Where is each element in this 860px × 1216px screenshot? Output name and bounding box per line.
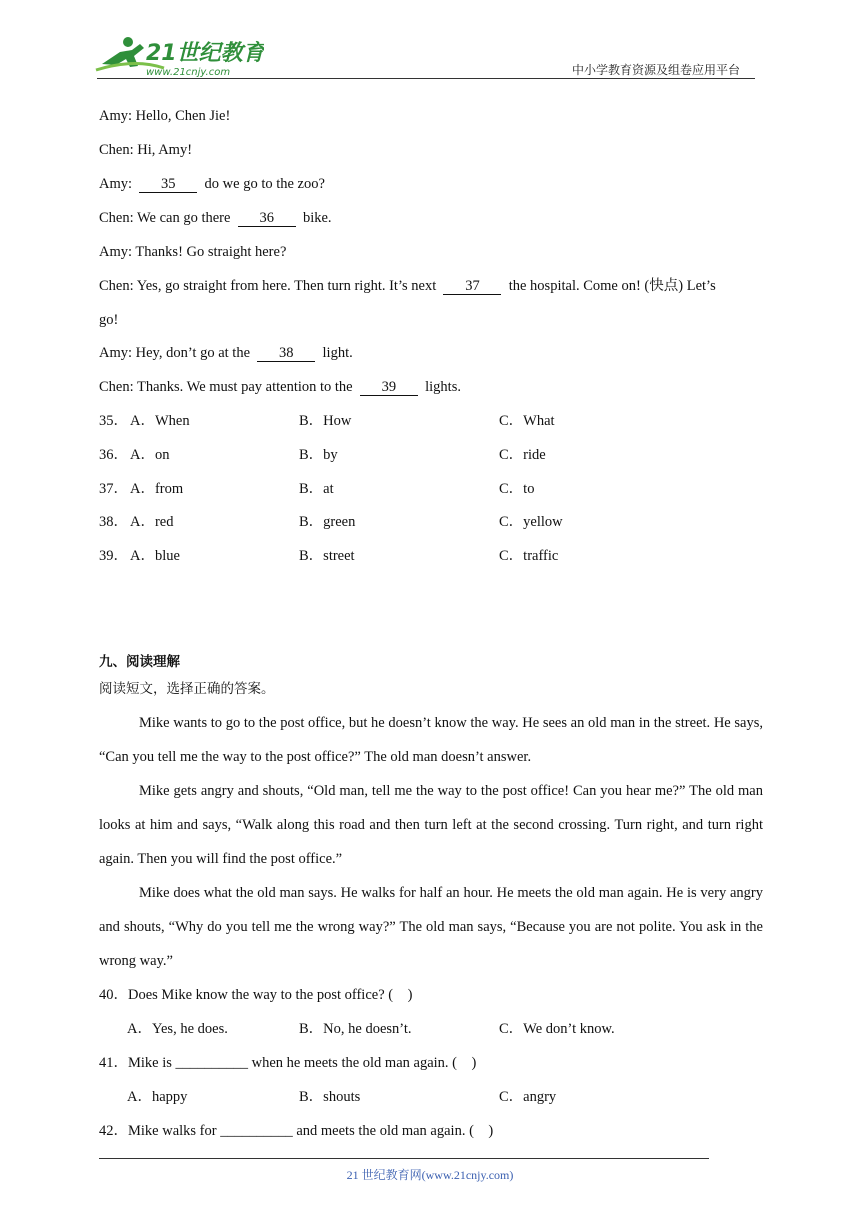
dialogue-text: go! — [99, 312, 119, 328]
option-a[interactable]: A．on — [130, 447, 170, 463]
option-c[interactable]: C．We don’t know. — [499, 1021, 615, 1037]
option-c[interactable]: C．What — [499, 413, 555, 429]
question-text: 41．Mike is __________ when he meets the old man again. ( ) — [99, 1055, 477, 1071]
option-c[interactable]: C．ride — [499, 447, 546, 463]
option-c[interactable]: C．angry — [499, 1089, 557, 1105]
runner-logo-icon — [94, 34, 264, 80]
option-b[interactable]: B．at — [299, 481, 334, 497]
dialogue-text: lights. — [421, 379, 461, 395]
option-c[interactable]: C．yellow — [499, 514, 563, 530]
option-b[interactable]: B．street — [299, 548, 355, 564]
dialogue-text: the hospital. Come on! (快点) Let’s — [505, 278, 716, 294]
dialogue-line — [99, 106, 230, 126]
dialogue-text: do we go to the zoo? — [200, 176, 325, 192]
dialogue-text: Chen: Yes, go straight from here. Then turn right. It’s next — [99, 278, 440, 294]
svg-text:www.21cnjy.com: www.21cnjy.com — [146, 67, 231, 78]
section-instruction: 阅读短文，选择正确的答案。 — [99, 681, 275, 697]
blank-number: 38 — [257, 345, 315, 362]
dialogue-line — [99, 310, 118, 330]
platform-title: 中小学教育资源及组卷应用平台 — [572, 63, 741, 77]
dialogue-text: Chen: Thanks. We must pay attention to the — [99, 379, 357, 395]
dialogue-text: Amy: Hello, Chen Jie! — [99, 108, 231, 124]
blank-number: 37 — [443, 278, 501, 295]
question-number: 39． — [99, 548, 128, 564]
option-b[interactable]: B．green — [299, 514, 356, 530]
passage-paragraph-2: Mike gets angry and shouts, “Old man, tell me the way to the post office! Can you hear me?” The old man looks at him and says, “Walk along this road and then turn left at the second crossing. Turn right, and turn right again. Then you will find the post office.” — [99, 783, 763, 867]
site-logo — [94, 34, 264, 80]
dialogue-text: Chen: Hi, Amy! — [99, 142, 193, 158]
passage-paragraph-3: Mike does what the old man says. He walks for half an hour. He meets the old man again. He is very angry and shouts, “Why do you tell me the wrong way?” The old man says, “Because you are not polite. You ask in the wrong way.” — [99, 885, 763, 969]
option-a[interactable]: A．happy — [127, 1089, 188, 1105]
option-b[interactable]: B．shouts — [299, 1089, 361, 1105]
option-c[interactable]: C．to — [499, 481, 535, 497]
passage-paragraph-1: Mike wants to go to the post office, but he doesn’t know the way. He sees an old man in the street. He says, “Can you tell me the way to the post office?” The old man doesn’t answer. — [99, 715, 763, 765]
dialogue-text: Chen: We can go there — [99, 210, 235, 226]
option-a[interactable]: A．When — [130, 413, 190, 429]
question-number: 36． — [99, 447, 128, 463]
option-a[interactable]: A．Yes, he does. — [127, 1021, 228, 1037]
footer-text: 21 世纪教育网(www.21cnjy.com) — [346, 1168, 514, 1182]
dialogue-text: bike. — [299, 210, 332, 226]
dialogue-text: Amy: Thanks! Go straight here? — [99, 244, 287, 260]
dialogue-line — [99, 208, 332, 228]
dialogue-line — [99, 276, 716, 296]
option-a[interactable]: A．blue — [130, 548, 180, 564]
option-b[interactable]: B．How — [299, 413, 352, 429]
dialogue-line — [99, 343, 353, 363]
question-text: 40．Does Mike know the way to the post office? ( ) — [99, 987, 413, 1003]
dialogue-text: Amy: Hey, don’t go at the — [99, 345, 254, 361]
option-b[interactable]: B．by — [299, 447, 338, 463]
question-number: 37． — [99, 481, 128, 497]
dialogue-line — [99, 377, 461, 397]
dialogue-line — [99, 140, 192, 160]
option-a[interactable]: A．red — [130, 514, 174, 530]
dialogue-text: Amy: — [99, 176, 136, 192]
question-text: 42．Mike walks for __________ and meets the old man again. ( ) — [99, 1123, 494, 1139]
footer-divider — [99, 1158, 709, 1159]
blank-number: 36 — [238, 210, 296, 227]
question-number: 35． — [99, 413, 128, 429]
option-b[interactable]: B．No, he doesn’t. — [299, 1021, 412, 1037]
dialogue-text: light. — [318, 345, 353, 361]
dialogue-line — [99, 242, 286, 262]
blank-number: 39 — [360, 379, 418, 396]
blank-number: 35 — [139, 176, 197, 193]
option-c[interactable]: C．traffic — [499, 548, 559, 564]
dialogue-line — [99, 174, 325, 194]
header-divider — [97, 78, 755, 79]
svg-text:21世纪教育: 21世纪教育 — [146, 41, 264, 66]
section-title: 九、阅读理解 — [99, 654, 180, 670]
question-number: 38． — [99, 514, 128, 530]
option-a[interactable]: A．from — [130, 481, 184, 497]
